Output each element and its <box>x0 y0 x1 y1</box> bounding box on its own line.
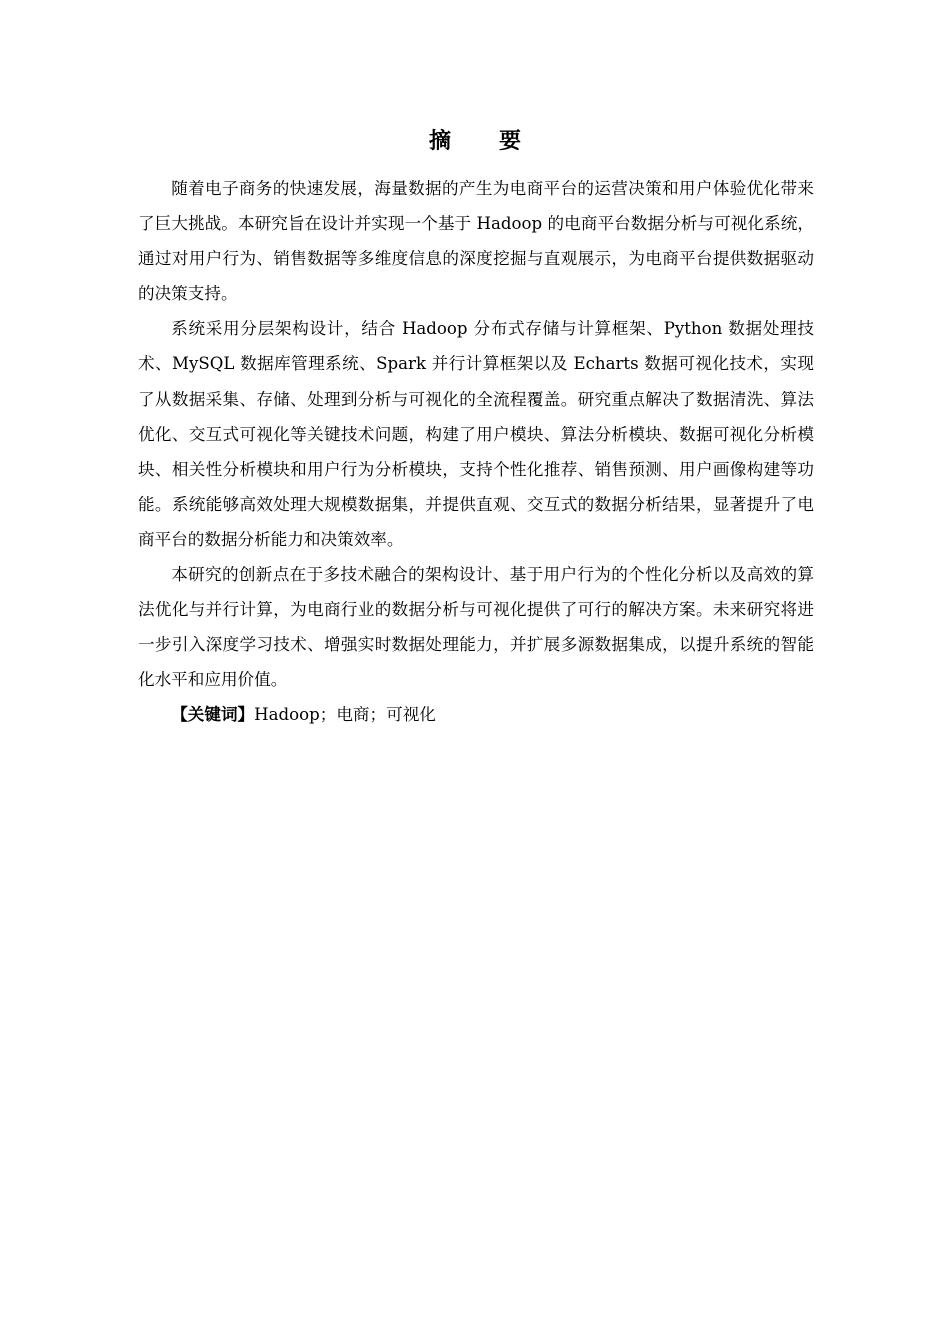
abstract-paragraph-1: 随着电子商务的快速发展，海量数据的产生为电商平台的运营决策和用户体验优化带来了巨大挑战。本研究旨在设计并实现一个基于 Hadoop 的电商平台数据分析与可视化系统，通过对用户行为、销售数据等多维度信息的深度挖掘与直观展示，为电商平台提供数据驱动的决策支持。 <box>138 179 814 304</box>
abstract-paragraph-3: 本研究的创新点在于多技术融合的架构设计、基于用户行为的个性化分析以及高效的算法优化与并行计算，为电商行业的数据分析与可视化提供了可行的解决方案。未来研究将进一步引入深度学习技术、增强实时数据处理能力，并扩展多源数据集成，以提升系统的智能化水平和应用价值。 <box>138 565 814 690</box>
abstract-title: 摘要 <box>428 129 569 154</box>
keywords-text: Hadoop；电商；可视化 <box>254 705 436 725</box>
abstract-paragraph-2: 系统采用分层架构设计，结合 Hadoop 分布式存储与计算框架、Python 数据处理技术、MySQL 数据库管理系统、Spark 并行计算框架以及 Echarts 数据可视化技术，实现了从数据采集、存储、处理到分析与可视化的全流程覆盖。研究重点解决了数据清洗、算法优化、交互式可视化等关键技术问题，构建了用户模块、算法分析模块、数据可视化分析模块、相关性分析模块和用户行为分析模块，支持个性化推荐、销售预测、用户画像构建等功能。系统能够高效处理大规模数据集，并提供直观、交互式的数据分析结果，显著提升了电商平台的数据分析能力和决策效率。 <box>138 319 814 549</box>
keywords-line <box>138 697 814 732</box>
keywords-label: 【关键词】 <box>171 705 255 725</box>
abstract-body <box>138 171 814 733</box>
